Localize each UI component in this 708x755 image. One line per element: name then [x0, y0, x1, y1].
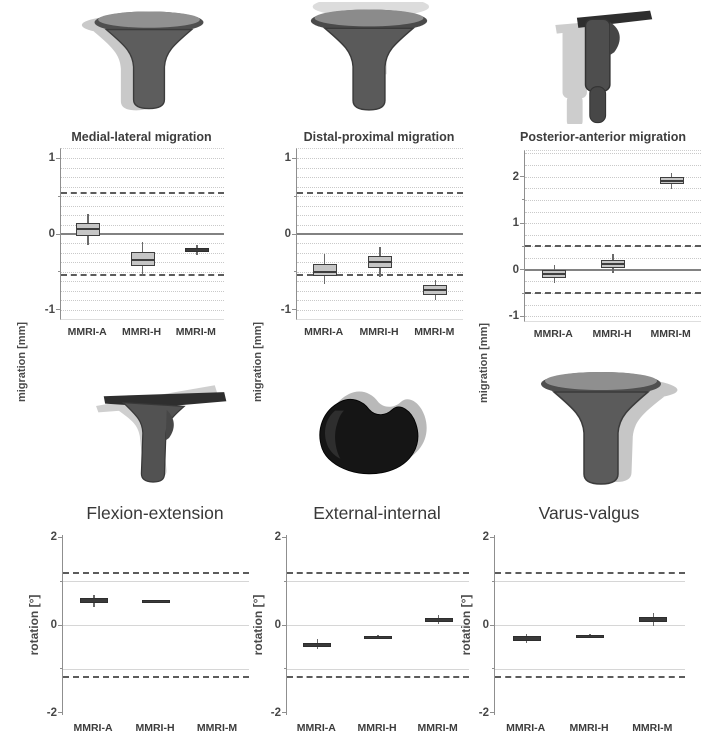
x-axis-labels: [296, 326, 462, 338]
boxplot-MMRI-H: [364, 636, 392, 639]
y-minor-tick: [492, 581, 495, 582]
y-minor-tick: [522, 199, 525, 200]
y-minor-tick: [294, 271, 297, 272]
y-axis-label: migration [mm]: [16, 321, 28, 403]
gridline: [63, 669, 249, 670]
boxplot-MMRI-H: [576, 635, 604, 638]
median-MMRI-A: [313, 271, 337, 273]
y-minor-tick: [522, 246, 525, 247]
tray-side-tilted-ghost-icon: [92, 368, 232, 496]
gridline: [61, 215, 224, 216]
gridline: [61, 187, 224, 188]
y-tick-label: 0: [482, 619, 489, 631]
chart-external-internal: [224, 503, 458, 753]
y-tick-label: 2: [274, 531, 281, 544]
x-category-label: MMRI-H: [121, 326, 162, 338]
y-tick-label: 2: [50, 531, 57, 544]
y-tick: [282, 537, 287, 538]
x-category-label: MMRI-A: [67, 326, 107, 338]
median-MMRI-A: [76, 228, 100, 230]
gridline: [525, 235, 701, 236]
gridline: [63, 581, 249, 582]
y-tick: [292, 309, 297, 310]
y-minor-tick: [58, 196, 61, 197]
x-axis-labels: [60, 326, 223, 338]
x-category-label: MMRI-A: [73, 722, 113, 734]
median-MMRI-H: [131, 259, 155, 261]
gridline: [297, 206, 463, 207]
gridline: [525, 305, 701, 306]
y-tick-label: 0: [284, 228, 291, 240]
x-category-label: MMRI-M: [632, 722, 673, 734]
threshold-line: [525, 292, 701, 294]
y-minor-tick: [294, 196, 297, 197]
x-category-label: MMRI-H: [357, 722, 397, 734]
implant-image-posterior-anterior: [527, 2, 677, 124]
chart-distal-proximal-migration: [236, 130, 466, 403]
y-tick: [520, 269, 525, 270]
chart-varus-valgus: [432, 503, 673, 753]
gridline: [297, 310, 463, 311]
y-tick-label: -1: [44, 303, 55, 316]
gridline: [297, 281, 463, 282]
y-tick-label: -1: [280, 303, 291, 316]
chart-title: Varus-valgus: [538, 503, 640, 523]
gridline: [61, 310, 224, 311]
implant-image-external-internal: [308, 372, 450, 486]
plot-area: [46, 531, 249, 719]
implant-image-distal-proximal: [290, 2, 448, 124]
gridline: [61, 177, 224, 178]
median-MMRI-H: [368, 261, 392, 263]
y-axis-label: rotation [°]: [27, 594, 41, 656]
median-MMRI-H: [601, 263, 625, 265]
y-tick: [520, 223, 525, 224]
threshold-line: [63, 676, 249, 678]
gridline: [495, 625, 685, 626]
y-axis-label: rotation [°]: [251, 594, 265, 656]
gridline: [495, 581, 685, 582]
plot-area: [508, 150, 701, 323]
gridline: [63, 625, 249, 626]
y-tick: [292, 234, 297, 235]
gridline: [525, 281, 701, 282]
x-category-label: MMRI-A: [533, 328, 573, 340]
y-minor-tick: [492, 668, 495, 669]
x-category-label: MMRI-M: [196, 722, 238, 734]
y-tick: [520, 176, 525, 177]
threshold-line: [495, 676, 685, 678]
tray-top-view-ghost-icon: [308, 372, 450, 486]
y-tick-label: 1: [284, 152, 291, 165]
gridline: [297, 187, 463, 188]
median-MMRI-M: [660, 180, 684, 182]
tray-front-ghost-left-icon: [68, 6, 230, 124]
threshold-line: [525, 245, 701, 247]
gridline: [495, 669, 685, 670]
tray-front-ghost-above-icon: [290, 2, 448, 124]
median-MMRI-M: [423, 289, 447, 291]
chart-posterior-anterior-migration: [464, 130, 694, 404]
chart-title: Medial-lateral migration: [71, 130, 212, 144]
y-tick-label: -1: [508, 310, 519, 323]
y-tick: [282, 625, 287, 626]
y-axis-label: migration [mm]: [478, 322, 490, 404]
y-tick-label: 0: [48, 228, 55, 240]
y-tick: [490, 712, 495, 713]
gridline: [525, 212, 701, 213]
gridline: [61, 158, 224, 159]
plot-area: [280, 148, 463, 320]
y-tick-label: 2: [482, 531, 489, 544]
y-minor-tick: [60, 581, 63, 582]
gridline: [297, 215, 463, 216]
y-tick-label: 1: [48, 152, 55, 165]
gridline: [525, 316, 701, 317]
y-minor-tick: [58, 271, 61, 272]
x-category-label: MMRI-A: [304, 326, 344, 338]
x-category-label: MMRI-M: [175, 326, 216, 338]
y-axis-label: migration [mm]: [252, 321, 264, 403]
y-tick: [56, 234, 61, 235]
x-category-label: MMRI-M: [417, 722, 458, 734]
y-tick: [490, 625, 495, 626]
x-category-label: MMRI-M: [650, 328, 691, 340]
x-axis-labels: [62, 722, 248, 734]
gridline: [525, 188, 701, 189]
boxplot-MMRI-M: [639, 617, 667, 623]
y-tick: [56, 309, 61, 310]
x-category-label: MMRI-H: [569, 722, 609, 734]
boxplot-MMRI-A: [513, 636, 541, 641]
y-tick: [282, 712, 287, 713]
tray-front-ghost-right-icon: [522, 366, 680, 496]
x-category-label: MMRI-A: [506, 722, 546, 734]
y-minor-tick: [60, 668, 63, 669]
chart-title: Flexion-extension: [86, 503, 224, 523]
x-category-label: MMRI-M: [414, 326, 455, 338]
y-tick-label: -2: [478, 706, 489, 719]
gridline: [525, 153, 701, 154]
zero-line: [297, 233, 463, 235]
gridline: [297, 243, 463, 244]
gridline: [297, 177, 463, 178]
gridline: [297, 196, 463, 197]
gridline: [61, 206, 224, 207]
gridline: [297, 225, 463, 226]
y-tick-label: 1: [512, 217, 519, 230]
implant-image-varus-valgus: [522, 366, 680, 496]
gridline: [61, 168, 224, 169]
y-minor-tick: [522, 293, 525, 294]
median-MMRI-A: [542, 273, 566, 275]
threshold-line: [495, 572, 685, 574]
gridline: [525, 200, 701, 201]
boxplot-MMRI-A: [303, 643, 331, 647]
gridline: [61, 281, 224, 282]
x-category-label: MMRI-H: [359, 326, 399, 338]
y-tick-label: 0: [274, 619, 281, 631]
x-axis-labels: [494, 722, 684, 734]
gridline: [61, 196, 224, 197]
x-category-label: MMRI-A: [296, 722, 336, 734]
boxplot-MMRI-H: [142, 600, 170, 603]
y-tick-label: -2: [46, 706, 57, 719]
gridline: [297, 158, 463, 159]
y-tick: [56, 158, 61, 159]
y-tick-label: -2: [270, 706, 281, 719]
gridline: [297, 300, 463, 301]
y-minor-tick: [284, 581, 287, 582]
boxplot-MMRI-M: [185, 248, 209, 253]
threshold-line: [61, 192, 224, 194]
chart-title: Posterior-anterior migration: [520, 130, 686, 144]
y-tick-label: 0: [50, 619, 57, 631]
y-axis-label: rotation [°]: [459, 594, 473, 656]
tray-side-ghost-left-icon: [527, 2, 677, 124]
y-tick: [58, 712, 63, 713]
plot-area: [44, 148, 224, 320]
implant-image-flexion-extension: [92, 368, 232, 496]
y-tick: [58, 537, 63, 538]
y-tick: [520, 316, 525, 317]
chart-title: External-internal: [313, 503, 441, 523]
y-tick-label: 2: [512, 170, 519, 183]
chart-title: Distal-proximal migration: [303, 130, 455, 144]
y-tick: [490, 537, 495, 538]
gridline: [297, 168, 463, 169]
y-tick: [292, 158, 297, 159]
threshold-line: [63, 572, 249, 574]
boxplot-MMRI-A: [80, 598, 108, 603]
gridline: [61, 291, 224, 292]
chart-medial-lateral-migration: [0, 130, 230, 403]
x-category-label: MMRI-H: [592, 328, 632, 340]
plot-area: [478, 531, 685, 719]
gridline: [525, 223, 701, 224]
y-tick-label: 0: [512, 263, 519, 276]
implant-image-medial-lateral: [68, 6, 230, 124]
x-category-label: MMRI-H: [135, 722, 175, 734]
gridline: [61, 300, 224, 301]
gridline: [525, 165, 701, 166]
y-tick: [58, 625, 63, 626]
threshold-line: [297, 192, 463, 194]
y-minor-tick: [284, 668, 287, 669]
x-axis-labels: [524, 328, 700, 340]
chart-flexion-extension: [0, 503, 238, 753]
